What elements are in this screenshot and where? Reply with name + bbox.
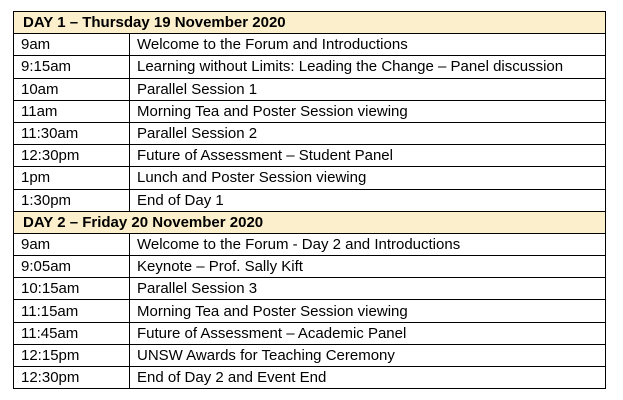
day-1-header-row — [14, 12, 606, 34]
time-cell: 11:45am — [14, 322, 130, 344]
event-cell: Learning without Limits: Leading the Change – Panel discussion — [130, 56, 606, 78]
time-cell: 9:05am — [14, 256, 130, 278]
time-cell: 1pm — [14, 167, 130, 189]
day-2-header-row — [14, 211, 606, 233]
time-cell: 9am — [14, 34, 130, 56]
time-cell: 10:15am — [14, 278, 130, 300]
event-cell: Parallel Session 3 — [130, 278, 606, 300]
time-cell: 12:15pm — [14, 344, 130, 366]
event-cell: UNSW Awards for Teaching Ceremony — [130, 344, 606, 366]
time-cell: 11am — [14, 100, 130, 122]
time-cell: 9am — [14, 233, 130, 255]
table-row — [14, 278, 606, 300]
table-row — [14, 256, 606, 278]
event-cell: End of Day 2 and Event End — [130, 367, 606, 389]
time-cell: 1:30pm — [14, 189, 130, 211]
time-cell: 12:30pm — [14, 145, 130, 167]
table-row — [14, 367, 606, 389]
event-cell: Welcome to the Forum - Day 2 and Introductions — [130, 233, 606, 255]
table-row — [14, 122, 606, 144]
event-cell: End of Day 1 — [130, 189, 606, 211]
table-row — [14, 34, 606, 56]
event-cell: Lunch and Poster Session viewing — [130, 167, 606, 189]
time-cell: 11:30am — [14, 122, 130, 144]
day-1-title: DAY 1 – Thursday 19 November 2020 — [14, 12, 606, 34]
table-row — [14, 145, 606, 167]
table-row — [14, 56, 606, 78]
event-cell: Parallel Session 1 — [130, 78, 606, 100]
event-cell: Welcome to the Forum and Introductions — [130, 34, 606, 56]
time-cell: 12:30pm — [14, 367, 130, 389]
table-row — [14, 78, 606, 100]
table-row — [14, 322, 606, 344]
event-cell: Future of Assessment – Student Panel — [130, 145, 606, 167]
table-row — [14, 100, 606, 122]
time-cell: 9:15am — [14, 56, 130, 78]
event-cell: Morning Tea and Poster Session viewing — [130, 100, 606, 122]
event-cell: Morning Tea and Poster Session viewing — [130, 300, 606, 322]
table-row — [14, 300, 606, 322]
event-cell: Keynote – Prof. Sally Kift — [130, 256, 606, 278]
time-cell: 11:15am — [14, 300, 130, 322]
event-cell: Future of Assessment – Academic Panel — [130, 322, 606, 344]
schedule-table — [13, 11, 606, 389]
table-row — [14, 189, 606, 211]
time-cell: 10am — [14, 78, 130, 100]
table-row — [14, 344, 606, 366]
event-cell: Parallel Session 2 — [130, 122, 606, 144]
table-row — [14, 167, 606, 189]
day-2-title: DAY 2 – Friday 20 November 2020 — [14, 211, 606, 233]
table-row — [14, 233, 606, 255]
